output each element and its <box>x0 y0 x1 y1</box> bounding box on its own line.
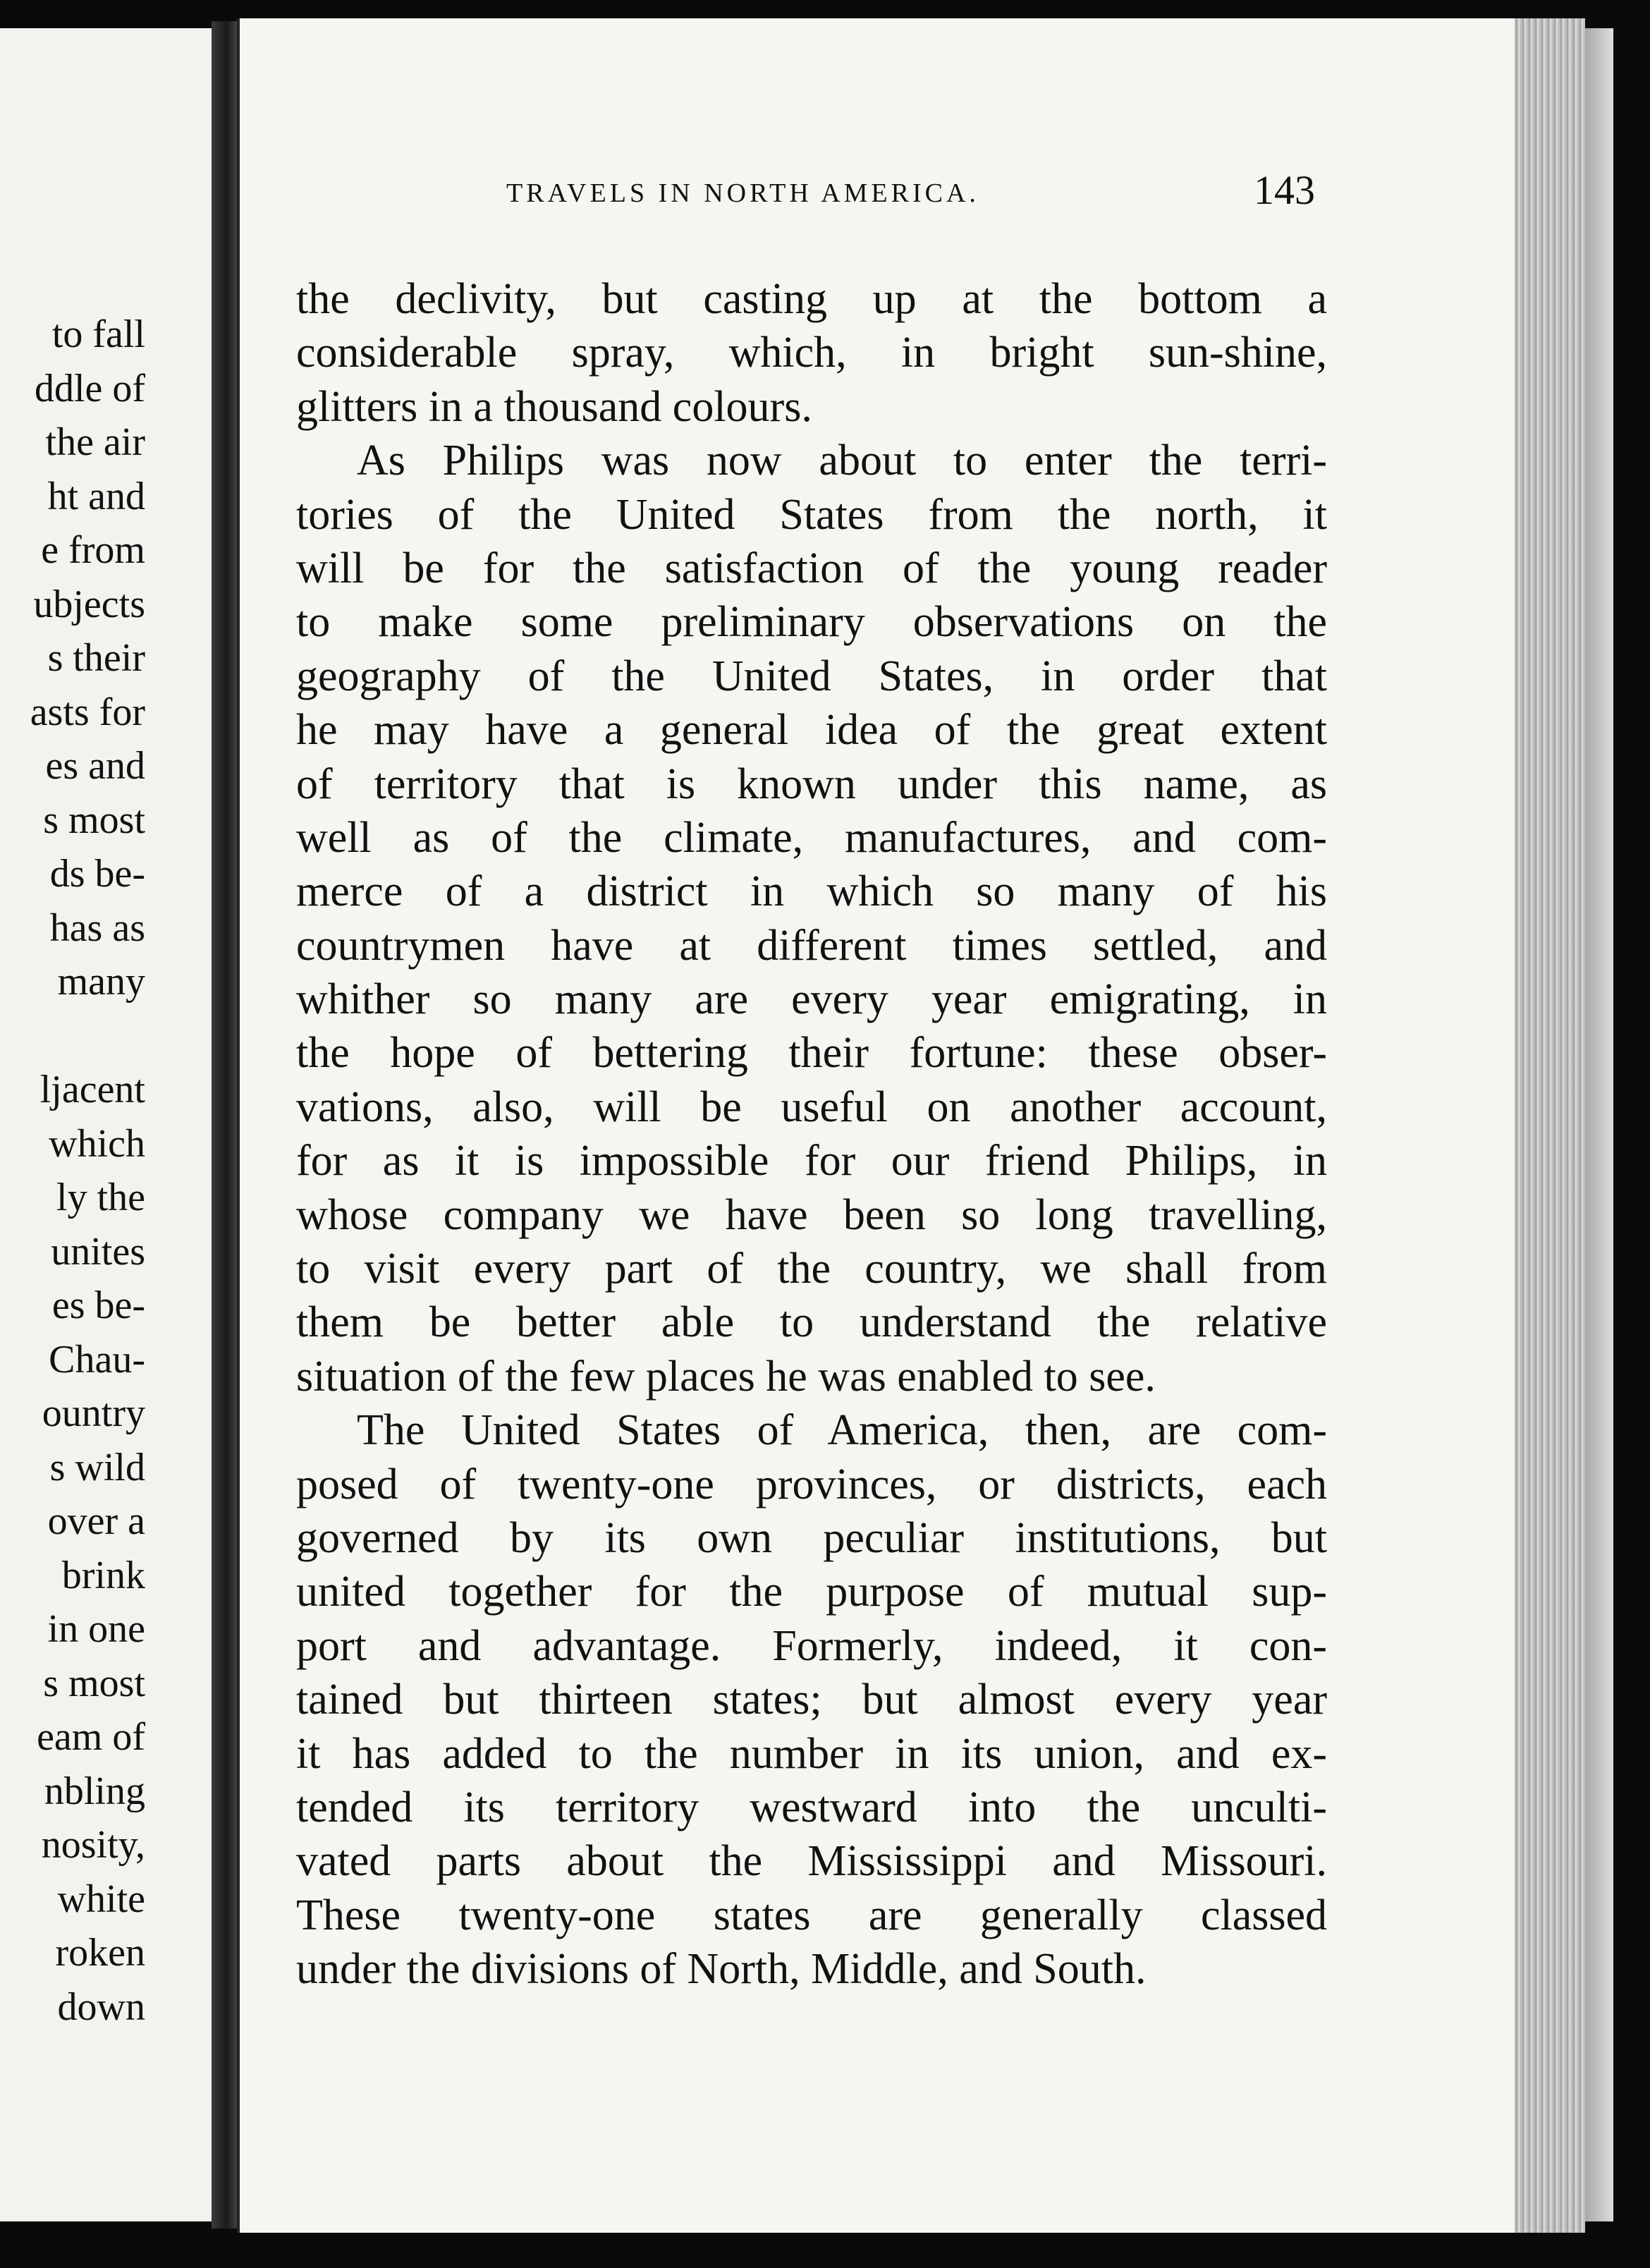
text-line: vations, also, will be useful on another account, <box>296 1083 1327 1131</box>
facing-page-line: es be- <box>51 1284 145 1327</box>
facing-page-line <box>0 1009 145 1063</box>
facing-page-line: asts for <box>30 690 145 734</box>
facing-page-line: unites <box>51 1229 145 1274</box>
text-line: he may have a general idea of the great extent <box>296 706 1327 755</box>
facing-page-line: ds be- <box>49 852 145 896</box>
text-line: will be for the satisfaction of the young reader <box>296 544 1327 592</box>
text-line: to make some preliminary observations on the <box>296 598 1327 647</box>
facing-page-line: ubjects <box>33 582 145 626</box>
facing-page-left <box>0 28 216 2221</box>
text-line: for as it is impossible for our friend Philips, in <box>296 1137 1327 1185</box>
facing-page-line: brink <box>61 1553 145 1597</box>
facing-page-line: es and <box>45 744 145 788</box>
facing-page-line: ountry <box>42 1391 145 1435</box>
text-line: the hope of bettering their fortune: these obser- <box>296 1029 1327 1078</box>
facing-page-line: to fall <box>51 312 145 356</box>
facing-page-line: nosity, <box>41 1823 145 1867</box>
facing-page-line: in one <box>47 1607 145 1651</box>
text-line: situation of the few places he was enabled to see. <box>296 1352 1156 1401</box>
facing-page-line: s their <box>47 636 145 680</box>
page-edge-rim <box>1585 28 1613 2221</box>
text-line: tended its territory westward into the unculti- <box>296 1783 1327 1831</box>
text-line: whose company we have been so long travelling, <box>296 1190 1327 1239</box>
text-line: geography of the United States, in order that <box>296 652 1327 700</box>
text-line: governed by its own peculiar institutions, but <box>296 1513 1327 1562</box>
text-line: countrymen have at different times settled, and <box>296 921 1327 970</box>
text-line: it has added to the number in its union, and ex- <box>296 1729 1327 1778</box>
facing-page-line: down <box>57 1984 145 2029</box>
facing-page-line: e from <box>41 528 145 572</box>
text-line: them be better able to understand the relative <box>296 1298 1327 1347</box>
text-line: of territory that is known under this name, as <box>296 760 1327 808</box>
facing-page-line: the air <box>45 420 145 464</box>
text-line: tained but thirteen states; but almost every year <box>296 1676 1327 1724</box>
text-line: vated parts about the Mississippi and Missouri. <box>296 1837 1327 1886</box>
facing-page-line: has as <box>49 906 145 950</box>
text-line: tories of the United States from the north, it <box>296 490 1327 539</box>
paragraph <box>296 1403 1327 1996</box>
text-line: glitters in a thousand colours. <box>296 382 812 431</box>
facing-page-line: ljacent <box>39 1068 145 1111</box>
page-edges <box>1515 18 1585 2233</box>
facing-page-line: ht and <box>47 474 145 518</box>
facing-page-line: Chau- <box>49 1337 145 1382</box>
text-line: whither so many are every year emigrating, in <box>296 975 1327 1024</box>
text-line: considerable spray, which, in bright sun-shine, <box>296 329 1327 377</box>
paragraph <box>296 434 1327 1403</box>
facing-page-line: which <box>49 1121 145 1166</box>
facing-page-line: eam of <box>37 1715 145 1759</box>
text-line: united together for the purpose of mutual sup- <box>296 1568 1327 1616</box>
paragraph <box>296 272 1327 434</box>
text-line: posed of twenty-one provinces, or districts, each <box>296 1460 1327 1508</box>
facing-page-text <box>0 307 145 2034</box>
text-line: the declivity, but casting up at the bottom a <box>296 275 1327 323</box>
text-line: The United States of America, then, are com- <box>357 1406 1327 1455</box>
facing-page-line: s most <box>43 798 145 842</box>
text-line: well as of the climate, manufactures, and com- <box>296 813 1327 862</box>
text-line: to visit every part of the country, we shall from <box>296 1245 1327 1293</box>
text-line: As Philips was now about to enter the terri- <box>357 437 1327 485</box>
text-line: port and advantage. Formerly, indeed, it con- <box>296 1621 1327 1670</box>
facing-page-line: over a <box>47 1499 145 1543</box>
facing-page-line: many <box>57 960 145 1004</box>
facing-page-line: roken <box>55 1931 145 1975</box>
facing-page-line: white <box>57 1877 145 1921</box>
text-line: merce of a district in which so many of his <box>296 867 1327 916</box>
facing-page-line: s most <box>43 1661 145 1705</box>
facing-page-line: ddle of <box>34 366 145 410</box>
running-head: TRAVELS IN NORTH AMERICA. <box>506 178 979 208</box>
facing-page-line: nbling <box>44 1769 145 1813</box>
page-number: 143 <box>1254 167 1315 213</box>
body-text <box>296 272 1327 1996</box>
text-line: These twenty-one states are generally classed <box>296 1891 1327 1939</box>
text-line: under the divisions of North, Middle, and South. <box>296 1945 1147 1994</box>
facing-page-line: ly the <box>56 1176 145 1219</box>
facing-page-line: s wild <box>49 1445 145 1489</box>
